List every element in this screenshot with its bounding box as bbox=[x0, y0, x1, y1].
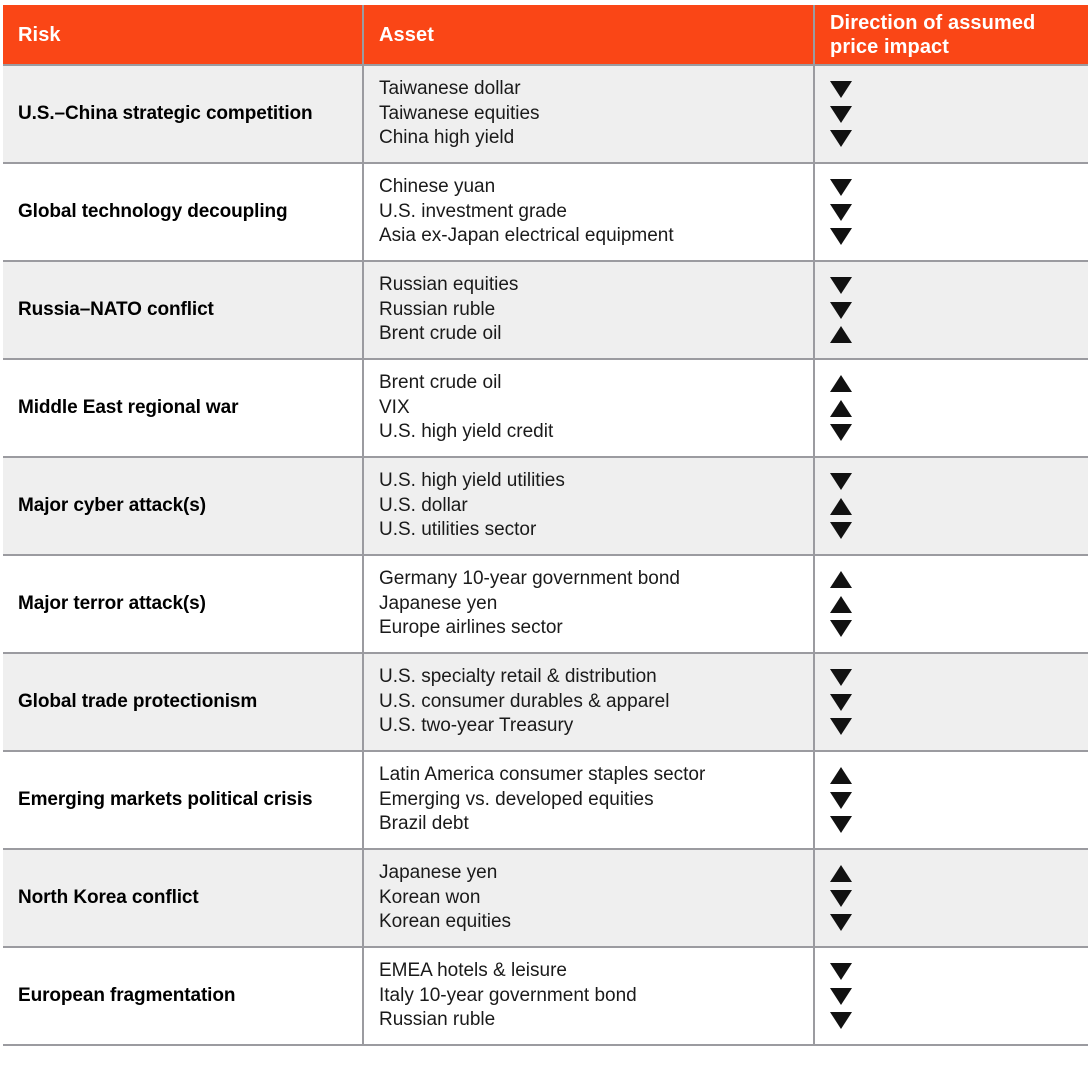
asset-label: Russian ruble bbox=[379, 1009, 496, 1031]
column-header-risk: Risk bbox=[18, 23, 61, 46]
asset-cell bbox=[362, 850, 813, 946]
asset-label: Taiwanese equities bbox=[379, 102, 540, 124]
asset-label: Europe airlines sector bbox=[379, 617, 563, 639]
risk-label: European fragmentation bbox=[18, 985, 236, 1006]
direction-cell bbox=[813, 850, 1088, 946]
asset-label: China high yield bbox=[379, 127, 515, 149]
asset-label: Taiwanese dollar bbox=[379, 78, 521, 100]
asset-cell bbox=[362, 654, 813, 750]
risk-cell bbox=[3, 556, 362, 652]
asset-label: Emerging vs. developed equities bbox=[379, 788, 654, 810]
asset-cell bbox=[362, 164, 813, 260]
risk-label: Russia–NATO conflict bbox=[18, 299, 214, 320]
arrow-up-icon bbox=[830, 326, 852, 343]
arrow-down-icon bbox=[830, 204, 852, 221]
asset-cell bbox=[362, 752, 813, 848]
risk-cell bbox=[3, 458, 362, 554]
table-header-row bbox=[3, 5, 1088, 66]
risk-cell bbox=[3, 948, 362, 1044]
arrow-up-icon bbox=[830, 865, 852, 882]
arrow-down-icon bbox=[830, 522, 852, 539]
arrow-down-icon bbox=[830, 424, 852, 441]
asset-label: U.S. investment grade bbox=[379, 200, 567, 222]
table-row bbox=[3, 850, 1088, 948]
asset-label: Germany 10-year government bond bbox=[379, 568, 680, 590]
table-row bbox=[3, 752, 1088, 850]
asset-label: Russian ruble bbox=[379, 298, 496, 320]
risk-cell bbox=[3, 66, 362, 162]
arrow-down-icon bbox=[830, 130, 852, 147]
asset-label: Japanese yen bbox=[379, 592, 498, 614]
risk-cell bbox=[3, 752, 362, 848]
asset-cell bbox=[362, 262, 813, 358]
table-row bbox=[3, 948, 1088, 1046]
arrow-down-icon bbox=[830, 1012, 852, 1029]
asset-label: U.S. high yield credit bbox=[379, 421, 554, 443]
column-header-direction: Direction of assumed price impact bbox=[813, 5, 1088, 64]
asset-label: Brent crude oil bbox=[379, 372, 502, 394]
column-header-asset: Asset bbox=[362, 5, 813, 64]
asset-cell bbox=[362, 360, 813, 456]
asset-label: Russian equities bbox=[379, 274, 519, 296]
asset-label: Brazil debt bbox=[379, 813, 469, 835]
table-row bbox=[3, 458, 1088, 556]
risk-label: North Korea conflict bbox=[18, 887, 199, 908]
asset-cell bbox=[362, 66, 813, 162]
arrow-down-icon bbox=[830, 694, 852, 711]
arrow-down-icon bbox=[830, 473, 852, 490]
risk-cell bbox=[3, 654, 362, 750]
risk-label: Emerging markets political crisis bbox=[18, 789, 313, 810]
arrow-down-icon bbox=[830, 277, 852, 294]
table-row bbox=[3, 556, 1088, 654]
asset-label: Brent crude oil bbox=[379, 323, 502, 345]
table-row bbox=[3, 164, 1088, 262]
table-row bbox=[3, 360, 1088, 458]
arrow-down-icon bbox=[830, 792, 852, 809]
risk-cell bbox=[3, 164, 362, 260]
asset-label: U.S. two-year Treasury bbox=[379, 715, 574, 737]
risk-label: Major terror attack(s) bbox=[18, 593, 206, 614]
arrow-down-icon bbox=[830, 106, 852, 123]
direction-cell bbox=[813, 458, 1088, 554]
table-body bbox=[3, 66, 1088, 1046]
risk-cell bbox=[3, 262, 362, 358]
arrow-down-icon bbox=[830, 669, 852, 686]
arrow-down-icon bbox=[830, 81, 852, 98]
asset-label: Latin America consumer staples sector bbox=[379, 764, 706, 786]
risk-cell bbox=[3, 850, 362, 946]
asset-label: Italy 10-year government bond bbox=[379, 984, 637, 1006]
direction-cell bbox=[813, 360, 1088, 456]
arrow-down-icon bbox=[830, 988, 852, 1005]
asset-label: Japanese yen bbox=[379, 862, 498, 884]
direction-cell bbox=[813, 948, 1088, 1044]
asset-label: U.S. consumer durables & apparel bbox=[379, 690, 670, 712]
direction-cell bbox=[813, 556, 1088, 652]
asset-label: Korean won bbox=[379, 886, 481, 908]
arrow-down-icon bbox=[830, 302, 852, 319]
table-row bbox=[3, 654, 1088, 752]
arrow-down-icon bbox=[830, 963, 852, 980]
direction-cell bbox=[813, 752, 1088, 848]
asset-label: U.S. utilities sector bbox=[379, 519, 537, 541]
risk-cell bbox=[3, 360, 362, 456]
asset-label: Korean equities bbox=[379, 911, 512, 933]
arrow-up-icon bbox=[830, 375, 852, 392]
direction-cell bbox=[813, 164, 1088, 260]
asset-label: EMEA hotels & leisure bbox=[379, 960, 567, 982]
risk-label: Global technology decoupling bbox=[18, 201, 288, 222]
asset-label: VIX bbox=[379, 396, 410, 418]
arrow-down-icon bbox=[830, 620, 852, 637]
asset-label: U.S. dollar bbox=[379, 494, 468, 516]
asset-label: Chinese yuan bbox=[379, 176, 496, 198]
arrow-down-icon bbox=[830, 816, 852, 833]
direction-cell bbox=[813, 66, 1088, 162]
risk-label: U.S.–China strategic competition bbox=[18, 103, 313, 124]
arrow-down-icon bbox=[830, 914, 852, 931]
risk-label: Middle East regional war bbox=[18, 397, 239, 418]
asset-label: U.S. high yield utilities bbox=[379, 470, 565, 492]
arrow-down-icon bbox=[830, 179, 852, 196]
risk-label: Major cyber attack(s) bbox=[18, 495, 206, 516]
asset-label: Asia ex-Japan electrical equipment bbox=[379, 225, 674, 247]
direction-cell bbox=[813, 262, 1088, 358]
arrow-up-icon bbox=[830, 571, 852, 588]
direction-cell bbox=[813, 654, 1088, 750]
arrow-up-icon bbox=[830, 400, 852, 417]
arrow-down-icon bbox=[830, 718, 852, 735]
asset-cell bbox=[362, 458, 813, 554]
arrow-up-icon bbox=[830, 596, 852, 613]
arrow-down-icon bbox=[830, 228, 852, 245]
table-row bbox=[3, 66, 1088, 164]
arrow-up-icon bbox=[830, 498, 852, 515]
asset-cell bbox=[362, 948, 813, 1044]
risk-label: Global trade protectionism bbox=[18, 691, 258, 712]
asset-label: U.S. specialty retail & distribution bbox=[379, 666, 657, 688]
risk-asset-table bbox=[3, 5, 1088, 1046]
arrow-up-icon bbox=[830, 767, 852, 784]
table-row bbox=[3, 262, 1088, 360]
arrow-down-icon bbox=[830, 890, 852, 907]
asset-cell bbox=[362, 556, 813, 652]
